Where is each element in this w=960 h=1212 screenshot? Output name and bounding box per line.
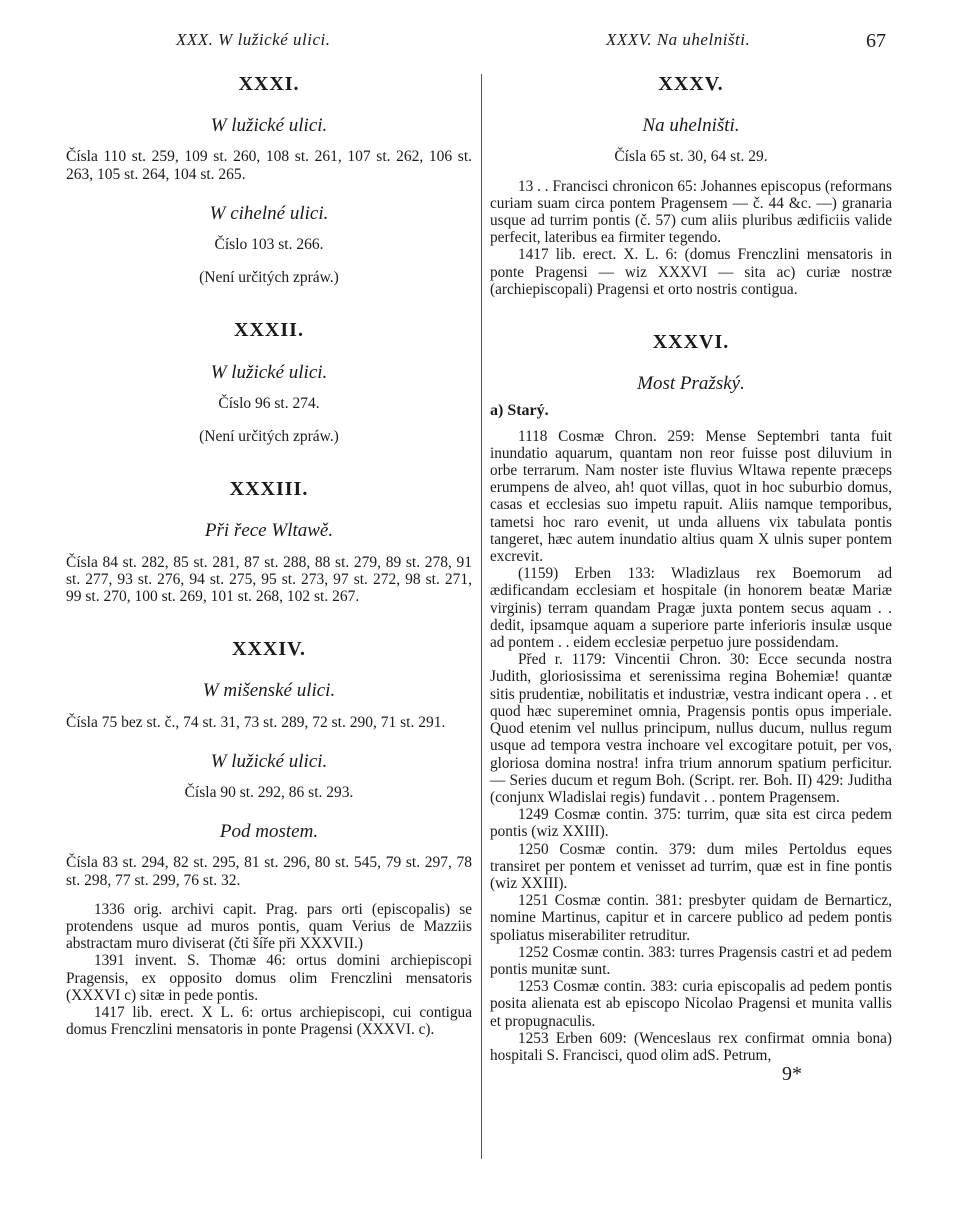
note: (Není určitých zpráw.) [199, 269, 339, 287]
street-title: Pod mostem. [219, 821, 319, 843]
citation-paragraph: 1253 Erben 609: (Wenceslaus rex confirmat omnia bona) hospitali S. Francisci, quod olim adS. Petrum, [490, 1029, 892, 1064]
citation-paragraph: 1417 lib. erect. X. L. 6: (domus Frenczlini mensatoris in ponte Pragensi — wiz XXXVI — sita ac) curiæ nostræ (archiepiscopali) Pragensi et orto nostris contigua. [490, 246, 892, 298]
section-heading-xxxvi: XXXVI. [652, 331, 730, 354]
house-numbers: Číslo 96 st. 274. [218, 394, 320, 412]
house-numbers: Číslo 103 st. 266. [214, 236, 324, 254]
citation-paragraph: 1249 Cosmæ contin. 375: turrim, quæ sita est circa pedem pontis (wiz XXIII). [490, 806, 892, 841]
citation-paragraph: 1336 orig. archivi capit. Prag. pars orti (episcopalis) se protendens usque ad muros pontis, quam Verius de Mazziis abstractam muro diviserat (čti šíře při XXXVII.) [66, 900, 472, 953]
house-numbers: Čísla 110 st. 259, 109 st. 260, 108 st. 261, 107 st. 262, 106 st. 263, 105 st. 264, 104 st. 265. [66, 148, 472, 183]
running-head-right: XXXV. Na uhelništi. [606, 30, 751, 49]
citation-paragraph: 1417 lib. erect. X L. 6: ortus archiepiscopi, cui contigua domus Frenczlini mensatoris in ponte Pragensi (XXXVI. c). [66, 1004, 472, 1039]
section-heading-xxxv: XXXV. [658, 73, 724, 95]
citation-paragraph: 1118 Cosmæ Chron. 259: Mense Septembri tanta fuit inundatio aquarum, quantam non reor fuisse post diluvium in orbe terrarum. Nam noster iste fluvius Wltawa repente præceps erumpens de alveo, ah! quot villas, quot in hoc suburbio domus, casas et ecclesias suo impetu rapuit. Aliis namque temporibus, tametsi hoc raro evenit, ut unda alluens vix tabulata pontis tangeret, hæc autem inundatio altius quam X ulnis super pontem excrevit. [490, 427, 892, 566]
citation-paragraph: 1250 Cosmæ contin. 379: dum miles Pertoldus eques transiret per pontem et venisset ad turrim, quæ est in fine pontis (wiz XXIII). [490, 840, 892, 892]
running-head-left: XXX. W lužické ulici. [176, 30, 331, 49]
house-numbers: Čísla 83 st. 294, 82 st. 295, 81 st. 296, 80 st. 545, 79 st. 297, 78 st. 298, 77 st. 299, 76 st. 32. [66, 854, 472, 889]
street-title: W mišenské ulici. [202, 680, 336, 702]
note: (Není určitých zpráw.) [199, 428, 339, 446]
section-heading-xxxiv: XXXIV. [232, 638, 306, 661]
signature-mark: 9* [782, 1063, 802, 1086]
house-numbers: Čísla 75 bez st. č., 74 st. 31, 73 st. 289, 72 st. 290, 71 st. 291. [66, 713, 446, 731]
citation-paragraph: 1391 invent. S. Thomæ 46: ortus domini archiepiscopi Pragensis, ex opposito domus olim Frenczlini mensatoris (XXXVI c) sitæ in pede pontis. [66, 952, 472, 1004]
page-number: 67 [866, 30, 886, 52]
street-title: W lužické ulici. [210, 361, 328, 383]
citation-paragraph: 1253 Cosmæ contin. 383: curia episcopalis ad pedem pontis posita alienata est ab episcopo Nicolao Pragensi et munita vallis et propugnaculis. [490, 978, 892, 1030]
house-numbers: Čísla 84 st. 282, 85 st. 281, 87 st. 288, 88 st. 279, 89 st. 278, 91 st. 277, 93 st. 276, 94 st. 275, 95 st. 273, 97 st. 272, 98 st. 271, 99 st. 270, 100 st. 269, 101 st. 268, 102 st. 267. [66, 553, 472, 606]
house-numbers: Čísla 90 st. 292, 86 st. 293. [184, 784, 354, 802]
street-title: Při řece Wltawě. [204, 520, 334, 542]
left-column [66, 72, 472, 1039]
citation-paragraph: (1159) Erben 133: Wladizlaus rex Boemorum ad ædificandam ecclesiam et hospitale (in honorem beatæ Mariæ virginis) terram quandam Pragæ juxta pontem secus aquam . . dedit, ipsamque aquam a superiore parte inferioris insulæ usque ad pontem . . eidem ecclesiæ perpetuo jure possidendam. [490, 565, 892, 652]
section-heading-xxxiii: XXXIII. [229, 478, 309, 501]
citation-paragraph: 1252 Cosmæ contin. 383: turres Pragensis castri et ad pedem pontis munitæ sunt. [490, 943, 892, 978]
citation-paragraph: 13 . . Francisci chronicon 65: Johannes episcopus (reformans curiam suam circa pontem Pragensem — č. 44 &c. —) granaria usque ad turrim pontis (č. 57) cum aliis pluribus ædificiis valide perfecit, lateribus ea firmiter tegendo. [490, 177, 892, 247]
subsection-heading [490, 402, 892, 419]
right-column [490, 72, 892, 1086]
citation-paragraph: 1251 Cosmæ contin. 381: presbyter quidam de Bernarticz, nomine Martinus, capitur et in carcere publico ad pedem pontis spoliatus miserabiliter retruditur. [490, 892, 892, 944]
section-heading-xxxi: XXXI. [238, 73, 300, 95]
section-heading-xxxii: XXXII. [234, 319, 304, 342]
house-numbers: Čísla 65 st. 30, 64 st. 29. [614, 148, 768, 166]
street-title: Na uhelništi. [642, 115, 740, 137]
street-title: W cihelné ulici. [209, 202, 329, 224]
column-divider [481, 74, 482, 1159]
street-title: W lužické ulici. [210, 115, 328, 137]
section-title: Most Pražský. [637, 373, 745, 395]
subsection-label: a) Starý. [490, 402, 549, 420]
citation-paragraph: Před r. 1179: Vincentii Chron. 30: Ecce secunda nostra Judith, gloriosissima et serenissima regina Bohemiæ! quantæ sitis prudentiæ, nobilitatis et industriæ, vestra indicant opera . . et quod hæc supereminet omnia, Pragensis pontis opus imperiale. Quod etenim vel nullus principum, nullus ducum, nullus regum usque ad tempora vestra inchoare vel excogitare potuit, per vos, gloriosa domina nostra! infra trium annorum spatium perficitur. — Series ducum et regum Boh. (Script. rer. Boh. II) 429: Juditha (conjunx Wladislai regis) fundavit . . pontem Pragensem. [490, 651, 892, 806]
street-title: W lužické ulici. [210, 750, 328, 772]
